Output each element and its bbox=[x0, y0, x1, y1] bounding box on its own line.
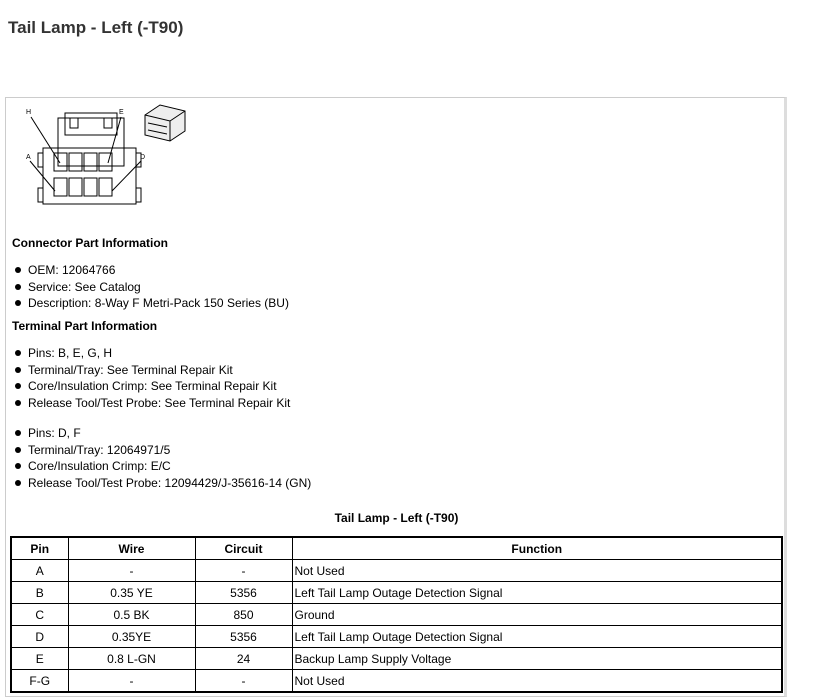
cell-pin: F-G bbox=[11, 670, 68, 693]
list-item: Pins: D, F bbox=[12, 425, 311, 442]
cell-pin: D bbox=[11, 626, 68, 648]
page-title: Tail Lamp - Left (-T90) bbox=[8, 18, 184, 37]
list-item: Description: 8-Way F Metri-Pack 150 Series (BU) bbox=[12, 295, 289, 312]
cell-circuit: - bbox=[195, 560, 292, 582]
cell-wire: - bbox=[68, 560, 195, 582]
pinout-table bbox=[10, 536, 783, 693]
cell-circuit: 5356 bbox=[195, 626, 292, 648]
table-row bbox=[11, 582, 782, 604]
cell-pin: E bbox=[11, 648, 68, 670]
cell-wire: 0.35 YE bbox=[68, 582, 195, 604]
header-circuit: Circuit bbox=[195, 537, 292, 560]
connector-diagram bbox=[20, 103, 200, 213]
list-item: Terminal/Tray: 12064971/5 bbox=[12, 442, 311, 459]
connector-info-list bbox=[12, 262, 289, 312]
cell-function: Ground bbox=[292, 604, 782, 626]
connector-3d-icon bbox=[145, 105, 185, 141]
list-item: Terminal/Tray: See Terminal Repair Kit bbox=[12, 362, 290, 379]
connector-heading: Connector Part Information bbox=[12, 236, 169, 250]
table-caption: Tail Lamp - Left (-T90) bbox=[334, 511, 459, 525]
cell-wire: 0.8 L-GN bbox=[68, 648, 195, 670]
cell-wire: 0.5 BK bbox=[68, 604, 195, 626]
cell-circuit: 5356 bbox=[195, 582, 292, 604]
terminal-list-2 bbox=[12, 425, 311, 491]
pin-label-h: H bbox=[26, 109, 32, 116]
pin-label-a: A bbox=[26, 154, 31, 161]
cell-pin: B bbox=[11, 582, 68, 604]
table-row bbox=[11, 604, 782, 626]
cell-function: Not Used bbox=[292, 670, 782, 693]
header-wire: Wire bbox=[68, 537, 195, 560]
cell-circuit: 850 bbox=[195, 604, 292, 626]
list-item: Release Tool/Test Probe: See Terminal Repair Kit bbox=[12, 395, 290, 412]
list-item: Service: See Catalog bbox=[12, 279, 289, 296]
pin-label-e: E bbox=[119, 109, 124, 116]
table-header-row bbox=[11, 537, 782, 560]
cell-function: Left Tail Lamp Outage Detection Signal bbox=[292, 582, 782, 604]
cell-circuit: 24 bbox=[195, 648, 292, 670]
cell-function: Backup Lamp Supply Voltage bbox=[292, 648, 782, 670]
list-item: OEM: 12064766 bbox=[12, 262, 289, 279]
list-item: Core/Insulation Crimp: See Terminal Repair Kit bbox=[12, 378, 290, 395]
terminal-heading: Terminal Part Information bbox=[12, 319, 158, 333]
cell-function: Not Used bbox=[292, 560, 782, 582]
cell-wire: - bbox=[68, 670, 195, 693]
cell-function: Left Tail Lamp Outage Detection Signal bbox=[292, 626, 782, 648]
header-pin: Pin bbox=[11, 537, 68, 560]
pin-label-d: D bbox=[140, 154, 146, 161]
cell-pin: A bbox=[11, 560, 68, 582]
table-row bbox=[11, 626, 782, 648]
list-item: Pins: B, E, G, H bbox=[12, 345, 290, 362]
header-function: Function bbox=[292, 537, 782, 560]
table-row bbox=[11, 648, 782, 670]
cell-pin: C bbox=[11, 604, 68, 626]
list-item: Core/Insulation Crimp: E/C bbox=[12, 458, 311, 475]
table-row bbox=[11, 560, 782, 582]
cell-wire: 0.35YE bbox=[68, 626, 195, 648]
cell-circuit: - bbox=[195, 670, 292, 693]
terminal-list-1 bbox=[12, 345, 290, 411]
list-item: Release Tool/Test Probe: 12094429/J-35616-14 (GN) bbox=[12, 475, 311, 492]
